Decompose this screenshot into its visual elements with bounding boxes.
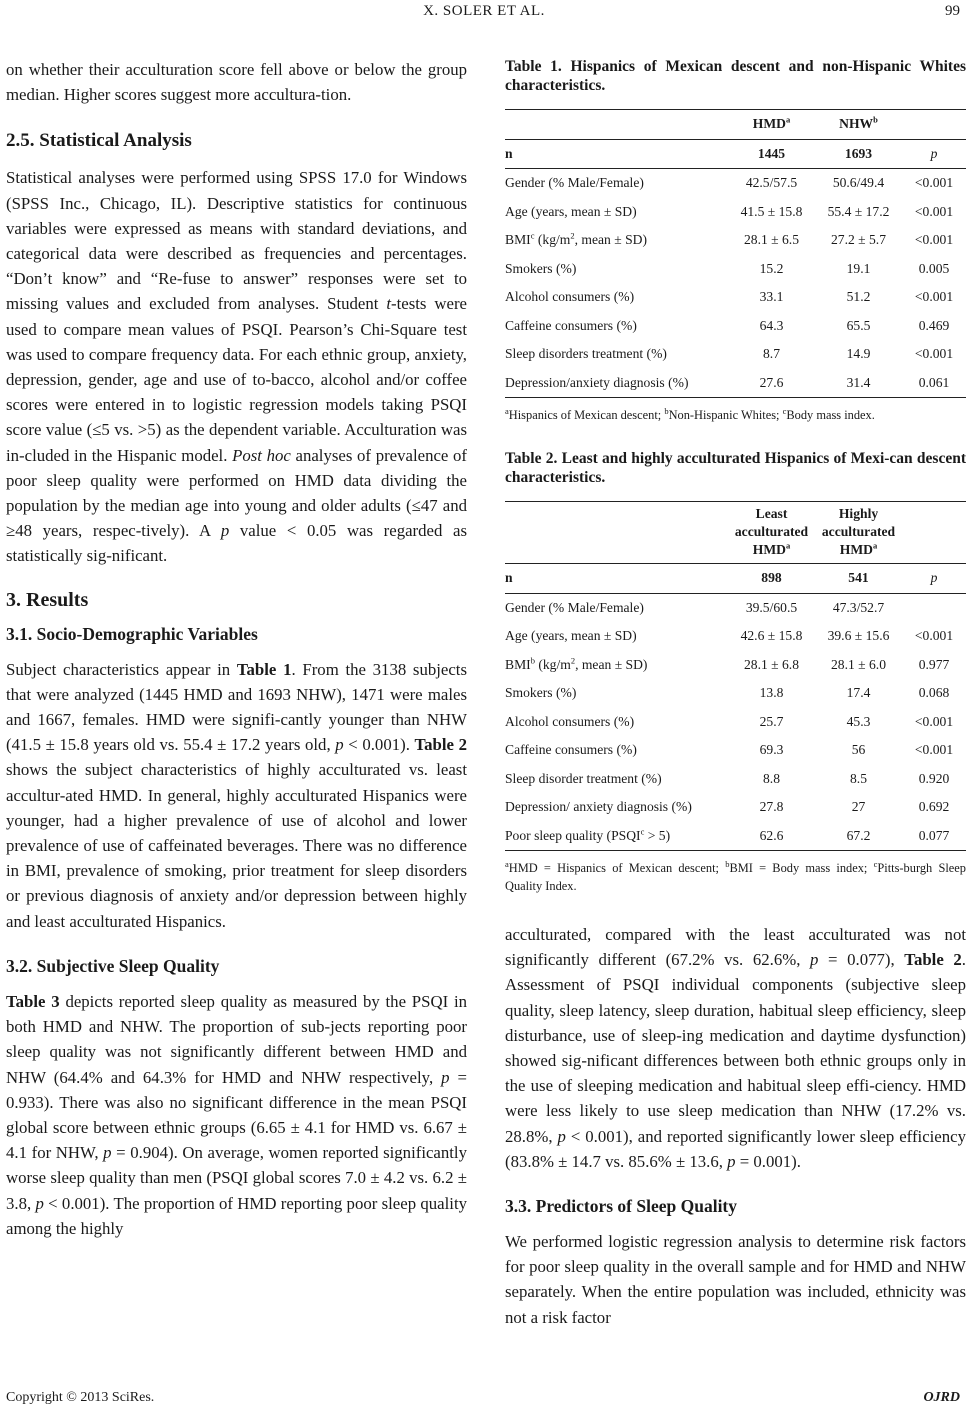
page-header: [0, 3, 968, 25]
right-column: [505, 57, 966, 1330]
table-row: Caffeine consumers (%) 64.3 65.5 0.469: [505, 317, 950, 333]
journal-name: OJRD: [923, 1390, 960, 1405]
table-row: Smokers (%) 13.8 17.4 0.068: [505, 685, 950, 701]
table-row: Smokers (%) 15.2 19.1 0.005: [505, 260, 950, 276]
section-3-3-text: We performed logistic regression analysis to determine risk factors for poor sleep quality in the overall sample and for HMD and NHW separately. When the entire population was included, ethnicity was not a risk factor: [505, 1232, 966, 1327]
table-2: [505, 501, 966, 851]
table-1-col-hmd: HMD$^a$: [728, 110, 815, 140]
table-row: Age (years, mean ± SD) 41.5 ± 15.8 55.4 ± 17.2 <0.001: [505, 203, 954, 219]
section-3-1-text: Subject characteristics appear in Table 1. From the 3138 subjects that were analyzed (1445 HMD and 1693 NHW), 1471 were males and 1667, females. HMD were signifi-cantly younger than NHW (41.5 ± 15.8 years old vs. 55.4 ± 17.2 years old, p < 0.001). Table 2 shows the subject characteristics of highly acculturated vs. least accultur-ated HMD. In general, highly acculturated Hispanics were younger, had a higher prevalence of use of alcohol and lower prevalence of use of caffeinated beverages. There was no difference in BMI, prevalence of smoking, prior treatment for sleep disorders or previous diagnosis of anxiety and/or depression between highly and least acculturated Hispanics.: [6, 659, 468, 931]
table-1-n-row: n 1445 1693 p: [505, 139, 966, 169]
table-row: Depression/ anxiety diagnosis (%) 27.8 27 0.692: [505, 799, 950, 815]
page-number: 99: [945, 3, 960, 19]
results-continued-text: acculturated, compared with the least acculturated was not significantly different (67.2% vs. 62.6%, p = 0.077), Table 2. Assessment of PSQI individual components (subjective sleep quality, sleep latency, sleep duration, habitual sleep efficiency, sleep disturbance, use of sleep-ing medication and daytime dysfunction) showed sig-nificant differences between both ethnic groups only in the use of sleeping medication and habitual sleep effi-ciency. HMD were less likely to use sleep medication than NHW (17.2% vs. 28.8%, p < 0.001), and reported significantly lower sleep efficiency (83.8% ± 14.7 vs. 85.6% ± 13.6, p = 0.001).: [505, 925, 966, 1171]
page-footer: [6, 1390, 960, 1406]
running-title: X. SOLER ET AL.: [423, 3, 545, 19]
section-3-3-title: 3.3. Predictors of Sleep Quality: [505, 1196, 738, 1217]
table-2-n-row: n 898 541 p: [505, 564, 966, 594]
table-1: [505, 109, 966, 398]
table-row: Gender (% Male/Female) 39.5/60.5 47.3/52.7: [505, 599, 885, 615]
table-row: Alcohol consumers (%) 33.1 51.2 <0.001: [505, 289, 954, 305]
table-row: Age (years, mean ± SD) 42.6 ± 15.8 39.6 ± 15.6 <0.001: [505, 628, 954, 644]
section-3-title: 3. Results: [6, 588, 89, 611]
table-2-col-least: Least acculturated HMD$^a$: [728, 502, 815, 564]
table-1-caption: Table 1. Hispanics of Mexican descent and non-Hispanic Whites characteristics.: [505, 58, 966, 94]
copyright-text: Copyright © 2013 SciRes.: [6, 1390, 155, 1405]
table-row: Gender (% Male/Female) 42.5/57.5 50.6/49.4 <0.001: [505, 175, 954, 191]
section-3-1-title: 3.1. Socio-Demographic Variables: [6, 623, 258, 644]
table-2-caption: Table 2. Least and highly acculturated Hispanics of Mexi-can descent characteristics.: [505, 450, 966, 486]
table-row: Depression/anxiety diagnosis (%) 27.6 31.4 0.061: [505, 369, 966, 398]
table-row: BMI$^b$ ($kg/m^2$, mean ± SD) 28.1 ± 6.8 28.1 ± 6.0 0.977: [505, 655, 950, 672]
section-2-5-text: Statistical analyses were performed using SPSS 17.0 for Windows (SPSS Inc., Chicago, IL). Descriptive statistics for continuous variables were expressed as means with standard deviations, and categorical data were described as frequencies and percentages. “Don’t know” and “Re-fuse to answer” responses were set to missing values and excluded from analyses. Student t-tests were used to compare mean values of PSQI. Pearson’s Chi-Square test was used to compare frequency data. For each ethnic group, anxiety, depression, gender, age and use of to-bacco, alcohol and/or coffee scores were entered in to logistic regression models taking PSQI score value (≤5 vs. >5) as the dependent variable. Acculturation was in-cluded in the Hispanic model. Post hoc analyses of prevalence of poor sleep quality were performed on HMD data dividing the population by the median age into young and older adults (≤47 and ≥48 years, respec-tively). A p value < 0.05 was regarded as statistically sig-nificant.: [6, 168, 468, 566]
intro-paragraph: on whether their acculturation score fell above or below the group median. Higher scores suggest more accultura-tion.: [6, 60, 467, 105]
table-row: Sleep disorder treatment (%) 8.8 8.5 0.920: [505, 770, 950, 786]
table-row: BMI$^c$ ($kg/m^2$, mean ± SD) 28.1 ± 6.5 27.2 ± 5.7 <0.001: [505, 230, 954, 248]
table-row: Poor sleep quality $(PSQI^c > 5)$ 62.6 67.2 0.077: [505, 822, 966, 851]
table-row: Caffeine consumers (%) 69.3 56 <0.001: [505, 742, 954, 758]
table-2-header-row: [505, 502, 966, 564]
table-2-footnote: $^a$HMD = Hispanics of Mexican descent; $^b$BMI = Body mass index; $^c$Pitts-burgh Sleep Quality Index.: [505, 858, 966, 893]
table-1-footnote: $^a$Hispanics of Mexican descent; $^b$Non-Hispanic Whites; $^c$Body mass index.: [505, 405, 875, 422]
left-column: [6, 57, 467, 1241]
table-1-header-row: [505, 110, 966, 140]
table-row: Sleep disorders treatment (%) 8.7 14.9 <0.001: [505, 346, 954, 362]
section-3-2-text: Table 3 depicts reported sleep quality as measured by the PSQI in both HMD and NHW. The proportion of sub-jects reporting poor sleep quality was not significantly different between HMD and NHW (64.4% and 64.3% for HMD and NHW respectively, p = 0.933). There was also no significant difference in the mean PSQI global score between ethnic groups (6.65 ± 4.1 for HMD vs. 6.67 ± 4.1 for NHW, p = 0.904). On average, women reported significantly worse sleep quality than men (PSQI global scores 7.0 ± 4.2 vs. 6.2 ± 3.8, p < 0.001). The proportion of HMD reporting poor sleep quality among the highly: [6, 991, 468, 1238]
section-3-2-title: 3.2. Subjective Sleep Quality: [6, 955, 220, 976]
table-1-col-nhw: NHW$^b$: [815, 110, 902, 140]
table-2-col-high: Highly acculturated HMD$^a$: [815, 502, 902, 564]
table-row: Alcohol consumers (%) 25.7 45.3 <0.001: [505, 713, 954, 729]
section-2-5-title: 2.5. Statistical Analysis: [6, 130, 192, 152]
